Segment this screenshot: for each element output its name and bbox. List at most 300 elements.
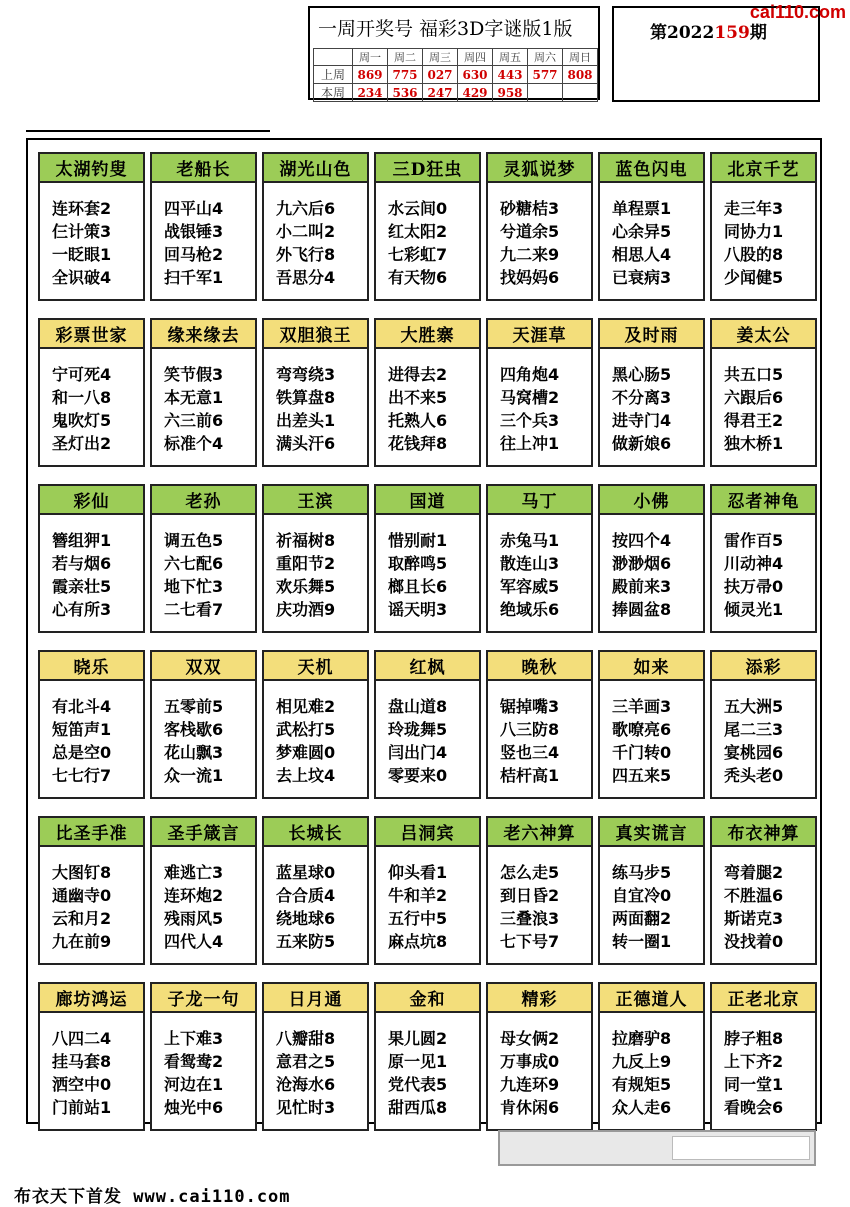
- riddle-card: [374, 982, 481, 1131]
- issue-prefix: 第2022: [650, 23, 715, 43]
- riddle-line: 洒空中0: [52, 1075, 112, 1094]
- riddle-line: 梦难圆0: [276, 743, 336, 762]
- riddle-line: 六三前6: [164, 411, 224, 430]
- riddle-card: [150, 650, 257, 799]
- riddle-line: 云和月2: [52, 909, 112, 928]
- card-author-name: 子龙一句: [152, 984, 255, 1013]
- riddle-line: 众一流1: [164, 766, 224, 785]
- card-lines: [600, 515, 703, 621]
- riddle-card: [38, 982, 145, 1131]
- card-author-name: 圣手箴言: [152, 818, 255, 847]
- riddle-line: 花钱拜8: [388, 434, 448, 453]
- draw-number: 247: [423, 84, 458, 102]
- riddle-line: 独木桥1: [724, 434, 784, 453]
- draw-number: 808: [563, 66, 598, 84]
- riddle-line: 庆功酒9: [276, 600, 336, 619]
- riddle-line: 铁算盘8: [276, 388, 336, 407]
- riddle-line: 总是空0: [52, 743, 112, 762]
- card-author-name: 小佛: [600, 486, 703, 515]
- riddle-line: 川动神4: [724, 554, 784, 573]
- riddle-line: 牛和羊2: [388, 886, 448, 905]
- riddle-card: [374, 650, 481, 799]
- draw-number: 027: [423, 66, 458, 84]
- card-author-name: 日月通: [264, 984, 367, 1013]
- riddle-line: 重阳节2: [276, 554, 336, 573]
- riddle-line: 到日昏2: [500, 886, 560, 905]
- riddle-line: 得君王2: [724, 411, 784, 430]
- riddle-line: 战银锤3: [164, 222, 224, 241]
- weekday-label: 周日: [563, 49, 598, 66]
- riddle-line: 宁可死4: [52, 365, 112, 384]
- riddle-card: [710, 982, 817, 1131]
- riddle-card: [486, 152, 593, 301]
- riddle-card: [486, 484, 593, 633]
- draw-number: 443: [493, 66, 528, 84]
- card-author-name: 比圣手准: [40, 818, 143, 847]
- riddle-card: [374, 816, 481, 965]
- card-lines: [376, 183, 479, 289]
- card-author-name: 蓝色闪电: [600, 154, 703, 183]
- card-lines: [40, 349, 143, 455]
- riddle-line: 九连环9: [500, 1075, 560, 1094]
- riddle-line: 武松打5: [276, 720, 336, 739]
- card-lines: [152, 183, 255, 289]
- riddle-card: [262, 152, 369, 301]
- card-lines: [376, 847, 479, 953]
- card-author-name: 正老北京: [712, 984, 815, 1013]
- card-author-name: 晓乐: [40, 652, 143, 681]
- riddle-line: 河边在1: [164, 1075, 224, 1094]
- riddle-line: 和一八8: [52, 388, 112, 407]
- card-lines: [712, 183, 815, 289]
- riddle-line: 五行中5: [388, 909, 448, 928]
- this-week-label: 本周: [314, 84, 353, 102]
- riddle-card: [598, 318, 705, 467]
- card-lines: [600, 847, 703, 953]
- riddle-line: 仨计策3: [52, 222, 112, 241]
- issue-suffix: 期: [749, 23, 767, 43]
- riddle-line: 合合质4: [276, 886, 336, 905]
- card-author-name: 及时雨: [600, 320, 703, 349]
- weekday-label: 周六: [528, 49, 563, 66]
- riddle-line: 去上坟4: [276, 766, 336, 785]
- riddle-line: 门前站1: [52, 1098, 112, 1117]
- card-lines: [376, 349, 479, 455]
- riddle-line: 笑节假3: [164, 365, 224, 384]
- riddle-line: 五大洲5: [724, 697, 784, 716]
- riddle-card: [710, 318, 817, 467]
- riddle-line: 黑心肠5: [612, 365, 672, 384]
- riddle-line: 绝域乐6: [500, 600, 560, 619]
- last-week-row: [314, 66, 598, 84]
- riddle-line: 小二叫2: [276, 222, 336, 241]
- riddle-line: 八四二4: [52, 1029, 112, 1048]
- riddle-line: 捧圆盆8: [612, 600, 672, 619]
- riddle-line: 吾思分4: [276, 268, 336, 287]
- card-lines: [488, 1013, 591, 1119]
- riddle-line: 做新娘6: [612, 434, 672, 453]
- riddle-line: 花山飘3: [164, 743, 224, 762]
- riddle-card: [598, 982, 705, 1131]
- riddle-line: 相见难2: [276, 697, 336, 716]
- riddle-line: 麻点坑8: [388, 932, 448, 951]
- riddle-card: [38, 816, 145, 965]
- site-watermark: cai110.com: [749, 2, 846, 22]
- riddle-line: 二七看7: [164, 600, 224, 619]
- card-lines: [40, 847, 143, 953]
- riddle-line: 本无意1: [164, 388, 224, 407]
- this-week-row: [314, 84, 598, 102]
- riddle-line: 心余异5: [612, 222, 672, 241]
- riddle-line: 八三防8: [500, 720, 560, 739]
- issue-serial: 159: [714, 23, 750, 43]
- riddle-line: 倾灵光1: [724, 600, 784, 619]
- riddle-line: 看晚会6: [724, 1098, 784, 1117]
- riddle-card: [150, 982, 257, 1131]
- riddle-line: 渺渺烟6: [612, 554, 672, 573]
- riddle-line: 扫千军1: [164, 268, 224, 287]
- draw-number: 429: [458, 84, 493, 102]
- riddle-line: 出差头1: [276, 411, 336, 430]
- card-author-name: 大胜寨: [376, 320, 479, 349]
- riddle-line: 鬼吹灯5: [52, 411, 112, 430]
- card-author-name: 廊坊鸿运: [40, 984, 143, 1013]
- riddle-line: 九六后6: [276, 199, 336, 218]
- riddle-card: [150, 152, 257, 301]
- riddle-line: 拉磨驴8: [612, 1029, 672, 1048]
- riddle-line: 果儿圆2: [388, 1029, 448, 1048]
- riddle-line: 蓝星球0: [276, 863, 336, 882]
- riddle-line: 同协力1: [724, 222, 784, 241]
- riddle-line: 自宜冷0: [612, 886, 672, 905]
- card-author-name: 缘来缘去: [152, 320, 255, 349]
- riddle-card: [150, 318, 257, 467]
- riddle-line: 仰头看1: [388, 863, 448, 882]
- riddle-line: 七七行7: [52, 766, 112, 785]
- riddle-line: 意君之5: [276, 1052, 336, 1071]
- riddle-line: 按四个4: [612, 531, 672, 550]
- riddle-card: [598, 484, 705, 633]
- riddle-line: 零要来0: [388, 766, 448, 785]
- results-header: [308, 6, 600, 100]
- riddle-card: [486, 318, 593, 467]
- riddle-line: 挂马套8: [52, 1052, 112, 1071]
- card-lines: [488, 681, 591, 787]
- riddle-line: 不胜温6: [724, 886, 784, 905]
- card-author-name: 老六神算: [488, 818, 591, 847]
- card-author-name: 吕洞宾: [376, 818, 479, 847]
- riddle-line: 惜别耐1: [388, 531, 448, 550]
- riddle-line: 看鸳鸯2: [164, 1052, 224, 1071]
- card-lines: [488, 515, 591, 621]
- card-author-name: 王滨: [264, 486, 367, 515]
- riddle-line: 三个兵3: [500, 411, 560, 430]
- footer-text: 布衣天下首发 www.cai110.com: [14, 1187, 291, 1207]
- riddle-card: [486, 982, 593, 1131]
- riddle-line: 八股的8: [724, 245, 784, 264]
- riddle-card: [710, 816, 817, 965]
- riddle-line: 共五口5: [724, 365, 784, 384]
- card-lines: [376, 1013, 479, 1119]
- weekday-label: 周二: [388, 49, 423, 66]
- card-lines: [152, 847, 255, 953]
- riddle-line: 党代表5: [388, 1075, 448, 1094]
- riddle-card: [150, 816, 257, 965]
- riddle-line: 赤兔马1: [500, 531, 560, 550]
- weekday-row: [314, 49, 598, 66]
- riddle-line: 弯着腿2: [724, 863, 784, 882]
- draw-number: 775: [388, 66, 423, 84]
- card-lines: [488, 847, 591, 953]
- riddle-line: 心有所3: [52, 600, 112, 619]
- riddle-line: 三羊画3: [612, 697, 672, 716]
- draw-number: [528, 84, 563, 102]
- riddle-line: 砂糖桔3: [500, 199, 560, 218]
- card-lines: [264, 349, 367, 455]
- riddle-card: [710, 484, 817, 633]
- card-author-name: 布衣神算: [712, 818, 815, 847]
- card-author-name: 双胆狼王: [264, 320, 367, 349]
- riddle-line: 四角炮4: [500, 365, 560, 384]
- card-author-name: 如来: [600, 652, 703, 681]
- riddle-line: 见忙时3: [276, 1098, 336, 1117]
- riddle-line: 八瓣甜8: [276, 1029, 336, 1048]
- card-author-name: 北京千艺: [712, 154, 815, 183]
- riddle-line: 红太阳2: [388, 222, 448, 241]
- card-author-name: 太湖钓叟: [40, 154, 143, 183]
- riddle-card: [262, 484, 369, 633]
- riddle-line: 宴桃园6: [724, 743, 784, 762]
- riddle-line: 同一堂1: [724, 1075, 784, 1094]
- riddle-line: 七彩虹7: [388, 245, 448, 264]
- riddle-card: [710, 650, 817, 799]
- riddle-line: 有天物6: [388, 268, 448, 287]
- header-title: 一周开奖号 福彩3D字谜版1版: [318, 18, 573, 40]
- draw-number: 577: [528, 66, 563, 84]
- riddle-line: 有规矩5: [612, 1075, 672, 1094]
- card-lines: [712, 515, 815, 621]
- riddle-line: 散连山3: [500, 554, 560, 573]
- riddle-line: 原一见1: [388, 1052, 448, 1071]
- riddle-card: [38, 152, 145, 301]
- riddle-line: 托熟人6: [388, 411, 448, 430]
- riddle-card: [38, 484, 145, 633]
- card-lines: [40, 515, 143, 621]
- riddle-line: 满头汗6: [276, 434, 336, 453]
- card-lines: [264, 847, 367, 953]
- riddle-line: 霞亲壮5: [52, 577, 112, 596]
- riddle-line: 短笛声1: [52, 720, 112, 739]
- riddle-line: 歌嘹亮6: [612, 720, 672, 739]
- riddle-card: [710, 152, 817, 301]
- riddle-line: 通幽寺0: [52, 886, 112, 905]
- card-author-name: 天涯草: [488, 320, 591, 349]
- riddle-line: 难逃亡3: [164, 863, 224, 882]
- riddle-line: 母女俩2: [500, 1029, 560, 1048]
- riddle-line: 万事成0: [500, 1052, 560, 1071]
- card-lines: [264, 183, 367, 289]
- riddle-line: 绕地球6: [276, 909, 336, 928]
- riddle-line: 调五色5: [164, 531, 224, 550]
- card-author-name: 正德道人: [600, 984, 703, 1013]
- riddle-line: 圣灯出2: [52, 434, 112, 453]
- card-lines: [488, 183, 591, 289]
- riddle-line: 雷作百5: [724, 531, 784, 550]
- riddle-line: 沧海水6: [276, 1075, 336, 1094]
- riddle-line: 尾二三3: [724, 720, 784, 739]
- riddle-line: 少闻健5: [724, 268, 784, 287]
- card-author-name: 金和: [376, 984, 479, 1013]
- riddle-line: 六七配6: [164, 554, 224, 573]
- footer-box: [498, 1130, 816, 1166]
- riddle-line: 盘山道8: [388, 697, 448, 716]
- card-author-name: 添彩: [712, 652, 815, 681]
- card-lines: [40, 681, 143, 787]
- riddle-card: [38, 318, 145, 467]
- riddle-card: [598, 650, 705, 799]
- riddle-line: 千门转0: [612, 743, 672, 762]
- riddle-line: 找妈妈6: [500, 268, 560, 287]
- card-lines: [712, 349, 815, 455]
- card-author-name: 老孙: [152, 486, 255, 515]
- riddle-line: 往上冲1: [500, 434, 560, 453]
- riddle-line: 锯掉嘴3: [500, 697, 560, 716]
- card-author-name: 红枫: [376, 652, 479, 681]
- riddle-line: 上下齐2: [724, 1052, 784, 1071]
- riddle-card: [262, 318, 369, 467]
- riddle-line: 马窝槽2: [500, 388, 560, 407]
- riddle-line: 玲珑舞5: [388, 720, 448, 739]
- riddle-card: [374, 484, 481, 633]
- riddle-line: 残雨风5: [164, 909, 224, 928]
- riddle-line: 桔杆高1: [500, 766, 560, 785]
- riddle-line: 六跟后6: [724, 388, 784, 407]
- card-author-name: 彩仙: [40, 486, 143, 515]
- card-lines: [40, 1013, 143, 1119]
- riddle-line: 殿前来3: [612, 577, 672, 596]
- weekday-label: 周一: [353, 49, 388, 66]
- card-lines: [600, 349, 703, 455]
- riddle-line: 走三年3: [724, 199, 784, 218]
- card-author-name: 国道: [376, 486, 479, 515]
- riddle-line: 地下忙3: [164, 577, 224, 596]
- weekday-label: 周四: [458, 49, 493, 66]
- card-author-name: 三D狂虫: [376, 154, 479, 183]
- card-lines: [264, 1013, 367, 1119]
- riddle-line: 脖子粗8: [724, 1029, 784, 1048]
- riddle-line: 大图钉8: [52, 863, 112, 882]
- riddle-line: 兮道余5: [500, 222, 560, 241]
- card-lines: [488, 349, 591, 455]
- card-lines: [152, 515, 255, 621]
- riddle-line: 相思人4: [612, 245, 672, 264]
- riddle-line: 九二来9: [500, 245, 560, 264]
- riddle-line: 烛光中6: [164, 1098, 224, 1117]
- weekday-label: 周三: [423, 49, 458, 66]
- riddle-line: 欢乐舞5: [276, 577, 336, 596]
- riddle-line: 三叠浪3: [500, 909, 560, 928]
- riddle-card: [374, 152, 481, 301]
- riddle-line: 全识破4: [52, 268, 112, 287]
- riddle-line: 四五来5: [612, 766, 672, 785]
- riddle-line: 出不来5: [388, 388, 448, 407]
- riddle-card: [486, 650, 593, 799]
- card-lines: [264, 681, 367, 787]
- riddle-card: [486, 816, 593, 965]
- riddle-card: [598, 152, 705, 301]
- draw-number: 869: [353, 66, 388, 84]
- card-author-name: 灵狐说梦: [488, 154, 591, 183]
- riddle-line: 进寺门4: [612, 411, 672, 430]
- card-author-name: 彩票世家: [40, 320, 143, 349]
- riddle-line: 祈福树8: [276, 531, 336, 550]
- divider: [26, 130, 270, 132]
- card-lines: [40, 183, 143, 289]
- riddle-line: 斯诺克3: [724, 909, 784, 928]
- card-lines: [376, 515, 479, 621]
- card-lines: [712, 681, 815, 787]
- card-lines: [376, 681, 479, 787]
- weekday-label: 周五: [493, 49, 528, 66]
- riddle-line: 没找着0: [724, 932, 784, 951]
- draw-number: 536: [388, 84, 423, 102]
- card-lines: [600, 183, 703, 289]
- card-author-name: 双双: [152, 652, 255, 681]
- riddle-card: [262, 650, 369, 799]
- draw-number: 630: [458, 66, 493, 84]
- card-author-name: 真实谎言: [600, 818, 703, 847]
- riddle-grid: [38, 152, 817, 1131]
- card-author-name: 姜太公: [712, 320, 815, 349]
- footer-box-inner: [672, 1136, 810, 1160]
- card-author-name: 晚秋: [488, 652, 591, 681]
- riddle-line: 转一圈1: [612, 932, 672, 951]
- riddle-line: 已衰病3: [612, 268, 672, 287]
- riddle-card: [150, 484, 257, 633]
- riddle-line: 七下号7: [500, 932, 560, 951]
- card-lines: [152, 681, 255, 787]
- riddle-line: 闫出门4: [388, 743, 448, 762]
- riddle-line: 若与烟6: [52, 554, 112, 573]
- riddle-line: 不分离3: [612, 388, 672, 407]
- riddle-line: 两面翻2: [612, 909, 672, 928]
- card-author-name: 湖光山色: [264, 154, 367, 183]
- card-author-name: 长城长: [264, 818, 367, 847]
- card-lines: [600, 1013, 703, 1119]
- riddle-line: 连环炮2: [164, 886, 224, 905]
- riddle-line: 榔且长6: [388, 577, 448, 596]
- riddle-line: 谣天明3: [388, 600, 448, 619]
- riddle-line: 单程票1: [612, 199, 672, 218]
- riddle-line: 进得去2: [388, 365, 448, 384]
- riddle-line: 簪组狎1: [52, 531, 112, 550]
- riddle-line: 肯休闲6: [500, 1098, 560, 1117]
- riddle-line: 回马枪2: [164, 245, 224, 264]
- last-week-label: 上周: [314, 66, 353, 84]
- riddle-line: 外飞行8: [276, 245, 336, 264]
- riddle-line: 上下难3: [164, 1029, 224, 1048]
- riddle-line: 水云间0: [388, 199, 448, 218]
- card-lines: [712, 847, 815, 953]
- riddle-line: 取醉鸣5: [388, 554, 448, 573]
- riddle-line: 怎么走5: [500, 863, 560, 882]
- riddle-line: 甜西瓜8: [388, 1098, 448, 1117]
- card-lines: [712, 1013, 815, 1119]
- riddle-line: 众人走6: [612, 1098, 672, 1117]
- riddle-line: 九反上9: [612, 1052, 672, 1071]
- card-lines: [600, 681, 703, 787]
- draw-number: 234: [353, 84, 388, 102]
